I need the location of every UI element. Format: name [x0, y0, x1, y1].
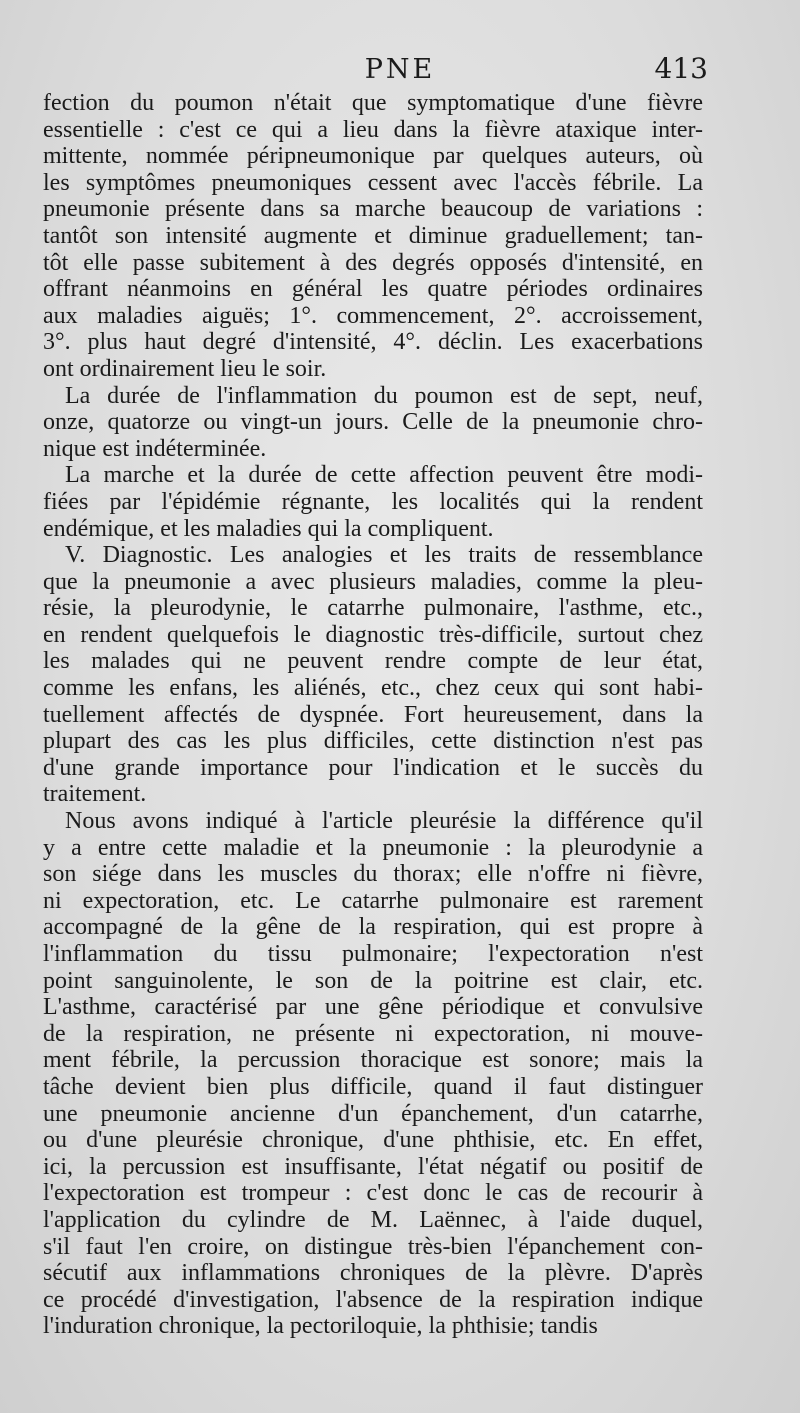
text-line: endémique, et les maladies qui la compliquent. — [43, 515, 494, 542]
paragraph — [43, 542, 703, 808]
paragraph — [43, 808, 703, 1340]
text-line: La durée de l'inflammation du poumon est de sept, neuf, — [65, 382, 703, 409]
text-line: l'induration chronique, la pectoriloquie, la phthisie; tandis — [43, 1313, 598, 1340]
text-line: plupart des cas les plus difficiles, cette distinction n'est pas — [43, 728, 703, 755]
text-line: pneumonie présente dans sa marche beaucoup de variations : — [43, 196, 703, 223]
text-line: une pneumonie ancienne d'un épanchement, d'un catarrhe, — [43, 1100, 703, 1127]
text-line: ni expectoration, etc. Le catarrhe pulmonaire est rarement — [43, 887, 703, 914]
text-line: les malades qui ne peuvent rendre compte de leur état, — [43, 648, 703, 675]
text-line: sécutif aux inflammations chroniques de la plèvre. D'après — [43, 1260, 703, 1287]
text-line: que la pneumonie a avec plusieurs maladies, comme la pleu- — [43, 568, 703, 595]
text-line: l'application du cylindre de M. Laënnec, à l'aide duquel, — [43, 1206, 703, 1233]
text-line: son siége dans les muscles du thorax; elle n'offre ni fièvre, — [43, 861, 703, 888]
text-line: La marche et la durée de cette affection peuvent être modi- — [65, 462, 703, 489]
page-number: 413 — [654, 52, 708, 85]
text-line: V. Diagnostic. Les analogies et les traits de ressemblance — [65, 542, 703, 569]
text-line: ce procédé d'investigation, l'absence de la respiration indique — [43, 1286, 703, 1313]
paragraph — [43, 462, 703, 542]
text-line: L'asthme, caractérisé par une gêne périodique et convulsive — [43, 994, 703, 1021]
text-line: onze, quatorze ou vingt-un jours. Celle de la pneumonie chro- — [43, 409, 703, 436]
text-line: tuellement affectés de dyspnée. Fort heureusement, dans la — [43, 701, 703, 728]
text-line: ou d'une pleurésie chronique, d'une phthisie, etc. En effet, — [43, 1127, 703, 1154]
text-line: l'inflammation du tissu pulmonaire; l'expectoration n'est — [43, 941, 703, 967]
text-line: fection du poumon n'était que symptomatique d'une fièvre — [43, 90, 703, 116]
text-line: point sanguinolente, le son de la poitrine est clair, etc. — [43, 967, 703, 994]
text-line: traitement. — [43, 781, 147, 808]
text-line: y a entre cette maladie et la pneumonie : la pleurodynie a — [43, 834, 703, 861]
text-line: s'il faut l'en croire, on distingue très-bien l'épanchement con- — [43, 1233, 703, 1260]
text-line: fiées par l'épidémie régnante, les localités qui la rendent — [43, 488, 703, 515]
text-line: tantôt son intensité augmente et diminue graduellement; tan- — [43, 222, 703, 249]
text-line: Nous avons indiqué à l'article pleurésie la différence qu'il — [65, 808, 703, 835]
text-line: aux maladies aiguës; 1°. commencement, 2°. accroissement, — [43, 302, 703, 329]
text-line: ment fébrile, la percussion thoracique est sonore; mais la — [43, 1047, 703, 1074]
text-line: les symptômes pneumoniques cessent avec l'accès fébrile. La — [43, 169, 703, 196]
text-line: d'une grande importance pour l'indication et le succès du — [43, 754, 703, 781]
text-line: en rendent quelquefois le diagnostic très-difficile, surtout chez — [43, 621, 703, 648]
text-line: offrant néanmoins en général les quatre périodes ordinaires — [43, 276, 703, 303]
text-line: l'expectoration est trompeur : c'est donc le cas de recourir à — [43, 1180, 703, 1207]
text-line: nique est indéterminée. — [43, 435, 267, 462]
paragraph — [43, 90, 703, 383]
page-header — [0, 50, 800, 90]
paragraph — [43, 383, 703, 463]
running-head: PNE — [364, 54, 436, 85]
text-line: résie, la pleurodynie, le catarrhe pulmonaire, l'asthme, etc., — [43, 595, 703, 622]
text-line: comme les enfans, les aliénés, etc., chez ceux qui sont habi- — [43, 675, 703, 702]
text-line: accompagné de la gêne de la respiration, qui est propre à — [43, 914, 703, 941]
text-line: 3°. plus haut degré d'intensité, 4°. déclin. Les exacerbations — [43, 329, 703, 356]
text-line: tâche devient bien plus difficile, quand il faut distinguer — [43, 1073, 703, 1100]
body-text — [43, 90, 703, 1340]
text-line: ici, la percussion est insuffisante, l'état négatif ou positif de — [43, 1153, 703, 1180]
text-line: mittente, nommée péripneumonique par quelques auteurs, où — [43, 143, 703, 170]
text-line: essentielle : c'est ce qui a lieu dans la fièvre ataxique inter- — [43, 116, 703, 143]
text-line: tôt elle passe subitement à des degrés opposés d'intensité, en — [43, 249, 703, 276]
text-line: de la respiration, ne présente ni expectoration, ni mouve- — [43, 1020, 703, 1047]
text-line: ont ordinairement lieu le soir. — [43, 355, 327, 382]
